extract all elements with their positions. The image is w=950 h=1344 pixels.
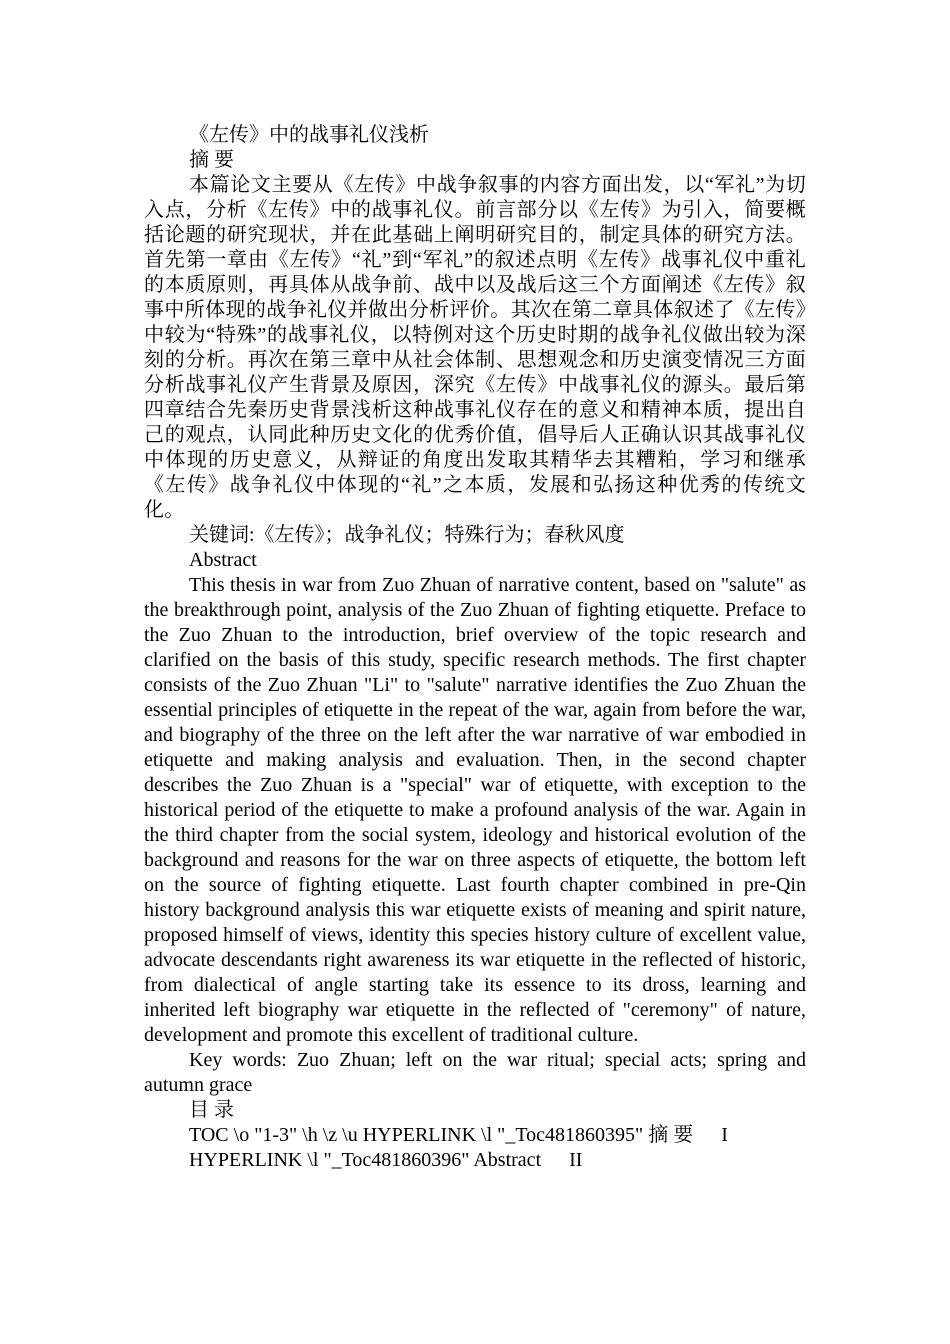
toc-entry-page: I <box>721 1124 728 1146</box>
toc-entry-page: II <box>569 1149 583 1171</box>
abstract-cn-heading: 摘 要 <box>189 149 234 171</box>
abstract-en-heading: Abstract <box>189 549 257 571</box>
abstract-cn-body: 本篇论文主要从《左传》中战争叙事的内容方面出发，以“军礼”为切入点，分析《左传》中的战事礼仪。前言部分以《左传》为引入，简要概括论题的研究现状，并在此基础上阐明研究目的，制定具体的研究方法。首先第一章由《左传》“礼”到“军礼”的叙述点明《左传》战事礼仪中重礼的本质原则，再具体从战争前、战中以及战后这三个方面阐述《左传》叙事中所体现的战争礼仪并做出分析评价。其次在第二章具体叙述了《左传》中较为“特殊”的战事礼仪，以特例对这个历史时期的战争礼仪做出较为深刻的分析。再次在第三章中从社会体制、思想观念和历史演变情况三方面分析战事礼仪产生背景及原因，深究《左传》中战事礼仪的源头。最后第四章结合先秦历史背景浅析这种战事礼仪存在的意义和精神本质，提出自己的观点，认同此种历史文化的优秀价值，倡导后人正确认识其战事礼仪中体现的历史意义，从辩证的角度出发取其精华去其糟粕，学习和继承《左传》战争礼仪中体现的“礼”之本质，发展和弘扬这种优秀的传统文化。 <box>144 174 806 521</box>
toc-heading: 目 录 <box>189 1099 234 1121</box>
toc-entry-text[interactable]: HYPERLINK \l "_Toc481860396" Abstract <box>189 1149 542 1171</box>
document-title: 《左传》中的战事礼仪浅析 <box>189 124 429 146</box>
toc-entry[interactable] <box>144 1148 806 1173</box>
abstract-en-body: This thesis in war from Zuo Zhuan of narrative content, based on "salute" as the breakthrough point, analysis of the Zuo Zhuan of fighting etiquette. Preface to the Zuo Zhuan to the introduction, brief overview of the topic research and clarified on the basis of this study, specific research methods. The first chapter consists of the Zuo Zhuan "Li" to "salute" narrative identifies the Zuo Zhuan the essential principles of etiquette in the repeat of the war, again from before the war, and biography of the three on the left after the war narrative of war embodied in etiquette and making analysis and evaluation. Then, in the second chapter describes the Zuo Zhuan is a "special" war of etiquette, with exception to the historical period of the etiquette to make a profound analysis of the war. Again in the third chapter from the social system, ideology and historical evolution of the background and reasons for the war on three aspects of etiquette, the bottom left on the source of fighting etiquette. Last fourth chapter combined in pre-Qin history background analysis this war etiquette exists of meaning and spirit nature, proposed himself of views, identity this species history culture of excellent value, advocate descendants right awareness its war etiquette in the reflected of historic, from dialectical of angle starting take its essence to its dross, learning and inherited left biography war etiquette in the reflected of "ceremony" of nature, development and promote this excellent of traditional culture. <box>144 574 806 1046</box>
keywords-cn: 关键词:《左传》；战争礼仪；特殊行为；春秋风度 <box>189 524 625 546</box>
toc-entry[interactable] <box>144 1123 806 1148</box>
document-page <box>144 123 806 1173</box>
keywords-en: Key words: Zuo Zhuan; left on the war ritual; special acts; spring and autumn grace <box>144 1049 806 1096</box>
toc-entry-text[interactable]: TOC \o "1-3" \h \z \u HYPERLINK \l "_Toc481860395" 摘 要 <box>189 1124 694 1146</box>
